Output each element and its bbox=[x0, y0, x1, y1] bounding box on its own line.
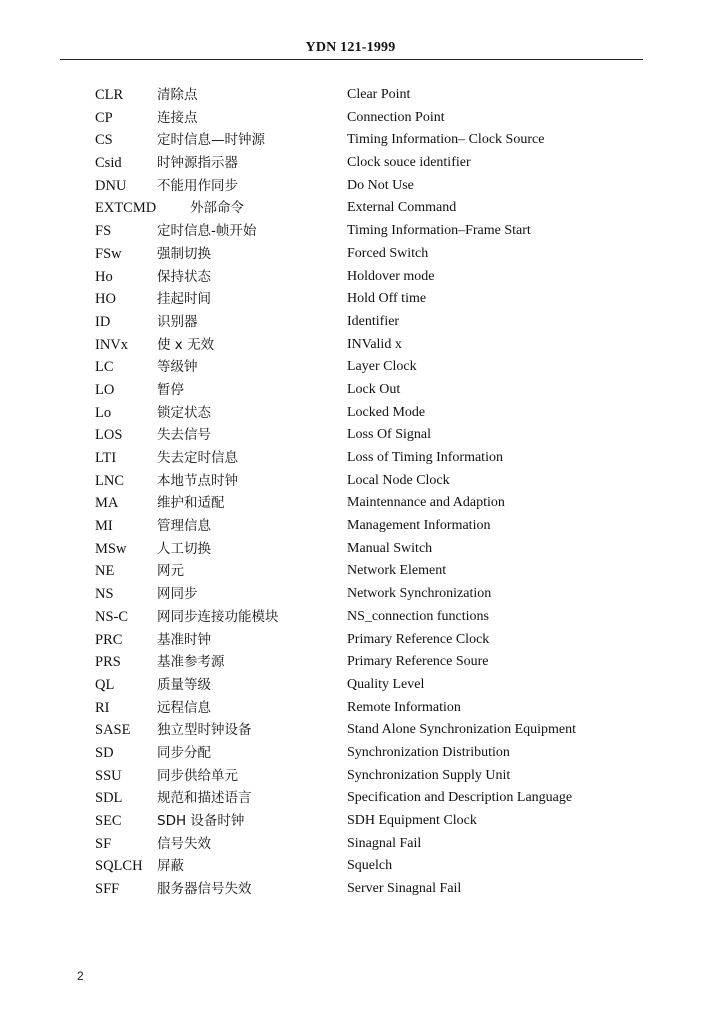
chinese-definition: 质量等级 bbox=[157, 676, 211, 693]
english-definition: Network Synchronization bbox=[347, 586, 492, 602]
abbreviation-row bbox=[0, 424, 701, 447]
abbreviation-row bbox=[0, 538, 701, 561]
english-definition: Remote Information bbox=[347, 699, 461, 715]
english-definition: Synchronization Supply Unit bbox=[347, 767, 511, 783]
abbreviation-term: NE bbox=[95, 563, 115, 580]
abbreviation-term: SDL bbox=[95, 790, 123, 807]
chinese-definition: 时钟源指示器 bbox=[157, 155, 238, 172]
abbreviation-row bbox=[0, 220, 701, 243]
abbreviation-term: DNU bbox=[95, 177, 127, 194]
chinese-definition: 使 x 无效 bbox=[157, 336, 215, 353]
chinese-definition: 信号失效 bbox=[157, 835, 211, 852]
abbreviation-row bbox=[0, 810, 701, 833]
english-definition: Loss Of Signal bbox=[347, 427, 431, 443]
english-definition: Network Element bbox=[347, 563, 447, 579]
abbreviation-row bbox=[0, 243, 701, 266]
chinese-definition: 管理信息 bbox=[157, 518, 211, 535]
abbreviation-term: SSU bbox=[95, 767, 122, 784]
abbreviation-term: FSw bbox=[95, 245, 122, 262]
english-definition: Timing Information–Frame Start bbox=[347, 223, 531, 239]
abbreviation-row bbox=[0, 787, 701, 810]
chinese-definition: 屏蔽 bbox=[157, 858, 184, 875]
abbreviation-row bbox=[0, 311, 701, 334]
chinese-definition: 同步分配 bbox=[157, 744, 211, 761]
abbreviation-row bbox=[0, 175, 701, 198]
english-definition: NS_connection functions bbox=[347, 608, 489, 624]
english-definition: Clock souce identifier bbox=[347, 155, 471, 171]
chinese-definition: 暂停 bbox=[157, 381, 184, 398]
abbreviation-row bbox=[0, 742, 701, 765]
english-definition: Server Sinagnal Fail bbox=[347, 881, 462, 897]
english-definition: Quality Level bbox=[347, 676, 425, 692]
abbreviation-row bbox=[0, 719, 701, 742]
abbreviation-row bbox=[0, 356, 701, 379]
english-definition: Locked Mode bbox=[347, 404, 426, 420]
abbreviation-list bbox=[0, 84, 701, 901]
abbreviation-row bbox=[0, 129, 701, 152]
chinese-definition: 同步供给单元 bbox=[157, 767, 238, 784]
english-definition: Forced Switch bbox=[347, 245, 429, 261]
chinese-definition: 锁定状态 bbox=[157, 404, 211, 421]
abbreviation-term: EXTCMD bbox=[95, 200, 157, 217]
chinese-definition: 挂起时间 bbox=[157, 291, 211, 308]
english-definition: Maintennance and Adaption bbox=[347, 495, 505, 511]
abbreviation-row bbox=[0, 334, 701, 357]
chinese-definition: 外部命令 bbox=[190, 200, 244, 217]
abbreviation-row bbox=[0, 833, 701, 856]
chinese-definition: 服务器信号失效 bbox=[157, 881, 252, 898]
abbreviation-term: CP bbox=[95, 109, 113, 126]
english-definition: Holdover mode bbox=[347, 268, 435, 284]
abbreviation-term: LNC bbox=[95, 472, 124, 489]
abbreviation-term: Ho bbox=[95, 268, 113, 285]
english-definition: Connection Point bbox=[347, 109, 445, 125]
chinese-definition: 独立型时钟设备 bbox=[157, 722, 252, 739]
english-definition: SDH Equipment Clock bbox=[347, 813, 477, 828]
header-rule bbox=[60, 59, 643, 60]
abbreviation-term: INVx bbox=[95, 336, 129, 353]
page-number: 2 bbox=[77, 969, 84, 983]
english-definition: Do Not Use bbox=[347, 177, 414, 193]
abbreviation-term: HO bbox=[95, 291, 116, 308]
english-definition: Local Node Clock bbox=[347, 472, 450, 488]
abbreviation-row bbox=[0, 84, 701, 107]
chinese-definition: 定时信息-帧开始 bbox=[157, 223, 257, 240]
abbreviation-row bbox=[0, 515, 701, 538]
abbreviation-row bbox=[0, 651, 701, 674]
abbreviation-row bbox=[0, 152, 701, 175]
abbreviation-row bbox=[0, 583, 701, 606]
chinese-definition: 规范和描述语言 bbox=[157, 790, 252, 807]
abbreviation-term: RI bbox=[95, 699, 110, 716]
chinese-definition: 基准参考源 bbox=[157, 654, 225, 671]
abbreviation-term: NS bbox=[95, 586, 114, 603]
chinese-definition: 失去定时信息 bbox=[157, 450, 238, 466]
english-definition: Loss of Timing Information bbox=[347, 450, 503, 465]
abbreviation-term: LOS bbox=[95, 427, 123, 444]
abbreviation-row bbox=[0, 379, 701, 402]
abbreviation-term: MI bbox=[95, 518, 113, 535]
abbreviation-term: LO bbox=[95, 381, 115, 398]
abbreviation-term: QL bbox=[95, 676, 115, 693]
abbreviation-term: SFF bbox=[95, 881, 120, 898]
chinese-definition: 网同步 bbox=[157, 586, 198, 603]
english-definition: Timing Information– Clock Source bbox=[347, 132, 545, 148]
chinese-definition: 失去信号 bbox=[157, 427, 211, 444]
chinese-definition: 清除点 bbox=[157, 87, 198, 103]
abbreviation-row bbox=[0, 855, 701, 878]
abbreviation-row bbox=[0, 470, 701, 493]
abbreviation-term: ID bbox=[95, 313, 111, 330]
english-definition: Squelch bbox=[347, 858, 393, 874]
document-header-title: YDN 121-1999 bbox=[305, 40, 396, 55]
abbreviation-row bbox=[0, 402, 701, 425]
english-definition: Hold Off time bbox=[347, 291, 427, 307]
english-definition: Manual Switch bbox=[347, 540, 433, 556]
abbreviation-term: SF bbox=[95, 835, 112, 852]
abbreviation-row bbox=[0, 697, 701, 720]
english-definition: Identifier bbox=[347, 313, 400, 329]
abbreviation-term: SEC bbox=[95, 813, 122, 829]
abbreviation-row bbox=[0, 266, 701, 289]
chinese-definition: 远程信息 bbox=[157, 699, 211, 716]
chinese-definition: 人工切换 bbox=[157, 540, 211, 557]
chinese-definition: 基准时钟 bbox=[157, 631, 211, 648]
chinese-definition: 保持状态 bbox=[157, 268, 211, 285]
chinese-definition: 识别器 bbox=[157, 313, 198, 330]
abbreviation-term: PRS bbox=[95, 654, 121, 671]
chinese-definition: 本地节点时钟 bbox=[157, 472, 238, 489]
abbreviation-term: SASE bbox=[95, 722, 131, 739]
abbreviation-term: LC bbox=[95, 359, 114, 376]
abbreviation-row bbox=[0, 107, 701, 130]
chinese-definition: 网元 bbox=[157, 563, 184, 580]
abbreviation-term: MA bbox=[95, 495, 119, 512]
abbreviation-row bbox=[0, 492, 701, 515]
abbreviation-row bbox=[0, 878, 701, 901]
chinese-definition: 网同步连接功能模块 bbox=[157, 608, 279, 625]
english-definition: Stand Alone Synchronization Equipment bbox=[347, 722, 577, 738]
chinese-definition: 等级钟 bbox=[157, 359, 198, 376]
abbreviation-row bbox=[0, 765, 701, 788]
abbreviation-term: NS-C bbox=[95, 608, 129, 625]
english-definition: External Command bbox=[347, 200, 457, 216]
english-definition: INValid x bbox=[347, 336, 402, 352]
english-definition: Primary Reference Soure bbox=[347, 654, 489, 670]
abbreviation-row bbox=[0, 197, 701, 220]
abbreviation-term: Csid bbox=[95, 155, 122, 172]
english-definition: Primary Reference Clock bbox=[347, 631, 490, 647]
chinese-definition: SDH 设备时钟 bbox=[157, 813, 245, 829]
abbreviation-row bbox=[0, 674, 701, 697]
english-definition: Clear Point bbox=[347, 87, 411, 102]
english-definition: Layer Clock bbox=[347, 359, 417, 375]
abbreviation-row bbox=[0, 606, 701, 629]
english-definition: Management Information bbox=[347, 518, 491, 534]
abbreviation-row bbox=[0, 560, 701, 583]
chinese-definition: 连接点 bbox=[157, 109, 198, 126]
abbreviation-term: CLR bbox=[95, 87, 124, 103]
chinese-definition: 定时信息—时钟源 bbox=[157, 132, 265, 149]
abbreviation-row bbox=[0, 447, 701, 470]
abbreviation-term: SQLCH bbox=[95, 858, 143, 875]
english-definition: Lock Out bbox=[347, 381, 401, 397]
chinese-definition: 强制切换 bbox=[157, 245, 211, 262]
abbreviation-row bbox=[0, 288, 701, 311]
abbreviation-term: MSw bbox=[95, 540, 127, 557]
chinese-definition: 不能用作同步 bbox=[157, 177, 238, 194]
english-definition: Specification and Description Language bbox=[347, 790, 573, 806]
english-definition: Synchronization Distribution bbox=[347, 744, 510, 760]
abbreviation-term: SD bbox=[95, 744, 114, 761]
chinese-definition: 维护和适配 bbox=[157, 495, 225, 512]
abbreviation-term: PRC bbox=[95, 631, 123, 648]
english-definition: Sinagnal Fail bbox=[347, 835, 422, 851]
abbreviation-term: FS bbox=[95, 223, 112, 240]
abbreviation-term: CS bbox=[95, 132, 113, 149]
abbreviation-term: LTI bbox=[95, 450, 117, 466]
abbreviation-term: Lo bbox=[95, 404, 112, 421]
abbreviation-row bbox=[0, 629, 701, 652]
